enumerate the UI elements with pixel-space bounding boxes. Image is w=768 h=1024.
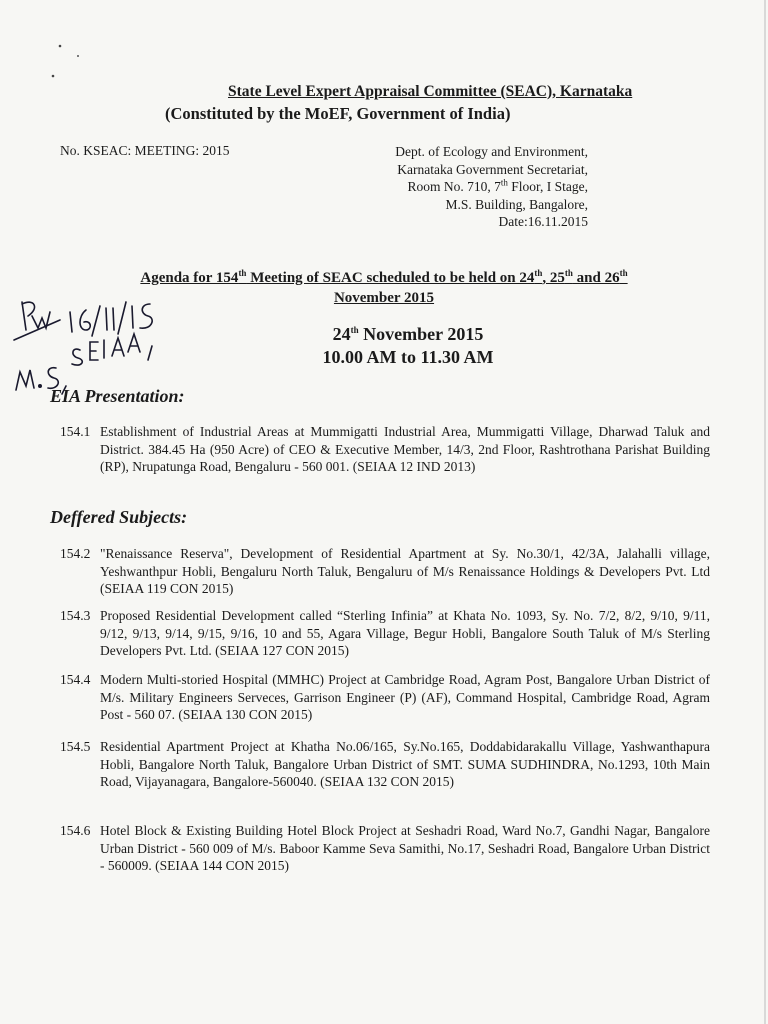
item-text: Residential Apartment Project at Khatha No.06/165, Sy.No.165, Doddabidarakallu Village, Yashwanthapura Hobli, Bangalore North Taluk, Bangalore Urban District of SMT. SUMA SUDHINDRA, No.1293, 10th Main Road, Vijayanagara, Bangalore-560040. (SEIAA 132 CON 2015) [100, 739, 710, 789]
address-line: Dept. of Ecology and Environment, [395, 144, 588, 159]
item-text: Establishment of Industrial Areas at Mummigatti Industrial Area, Mummigatti Village, Dharwad Taluk and District. 384.45 Ha (950 Acre) of CEO & Executive Member, 14/3, 2nd Floor, Rashtrothana Parishat Building (RP), Nrupatunga Road, Bengaluru - 560 001. (SEIAA 12 IND 2013) [100, 424, 710, 474]
item-number: 154.2 [60, 546, 91, 561]
address-line: M.S. Building, Bangalore, [445, 196, 588, 212]
meeting-time: 10.00 AM to 11.30 AM [322, 347, 494, 367]
agenda-item [60, 822, 710, 875]
item-number: 154.3 [60, 608, 91, 623]
agenda-heading: Agenda for 154th Meeting of SEAC scheduled to be held on 24th, 25th and 26th November 2015 [140, 268, 628, 306]
agenda-item [60, 607, 710, 660]
committee-title: State Level Expert Appraisal Committee (SEAC), Karnataka [228, 83, 633, 100]
committee-subtitle: (Constituted by the MoEF, Government of India) [165, 104, 511, 123]
item-text: Hotel Block & Existing Building Hotel Block Project at Seshadri Road, Ward No.7, Gandhi Nagar, Bangalore Urban District - 560 009 of M/s. Baboor Kamme Seva Samithi, No.17, Seshadri Road, Bangalore Urban District - 560009. (SEIAA 144 CON 2015) [100, 823, 710, 873]
item-number: 154.6 [60, 823, 91, 838]
meeting-date: 24th November 2015 [332, 324, 484, 344]
agenda-item [60, 423, 710, 476]
agenda-item [60, 738, 710, 791]
item-text: "Renaissance Reserva", Development of Residential Apartment at Sy. No.30/1, 42/3A, Jalahalli village, Yeshwanthpur Hobli, Bengaluru North Taluk, Bengaluru of M/s Renaissance Holdings & Developers Pvt. Ltd (SEIAA 119 CON 2015) [100, 546, 710, 596]
item-number: 154.5 [60, 739, 91, 754]
item-number: 154.4 [60, 672, 91, 687]
agenda-item [60, 671, 710, 724]
agenda-item [60, 545, 710, 598]
section-deferred-subjects: Deffered Subjects: [50, 507, 188, 527]
address-line: Karnataka Government Secretariat, [397, 161, 588, 177]
item-text: Modern Multi-storied Hospital (MMHC) Project at Cambridge Road, Agram Post, Bangalore Urban District of M/s. Military Engineers Serveces, Garrison Engineer (P) (AF), Command Hospital, Cambridge Road, Agram Post - 560 07. (SEIAA 130 CON 2015) [100, 672, 710, 722]
reference-number: No. KSEAC: MEETING: 2015 [60, 143, 230, 158]
address-block [395, 143, 588, 231]
section-eia-presentation: EIA Presentation: [50, 386, 185, 406]
item-number: 154.1 [60, 424, 91, 439]
item-text: Proposed Residential Development called “Sterling Infinia” at Khata No. 1093, Sy. No. 7/2, 8/2, 9/10, 9/11, 9/12, 9/13, 9/14, 9/15, 9/16, 10 and 55, Agara Village, Begur Hobli, Bangalore South Taluk of M/s Sterling Developers Pvt. Ltd. (SEIAA 127 CON 2015) [100, 608, 710, 658]
address-line: Room No. 710, 7th Floor, I Stage, [407, 177, 588, 194]
meeting-schedule [258, 323, 558, 369]
document-date: Date:16.11.2015 [498, 214, 588, 229]
scan-edge-shadow [760, 0, 768, 1024]
